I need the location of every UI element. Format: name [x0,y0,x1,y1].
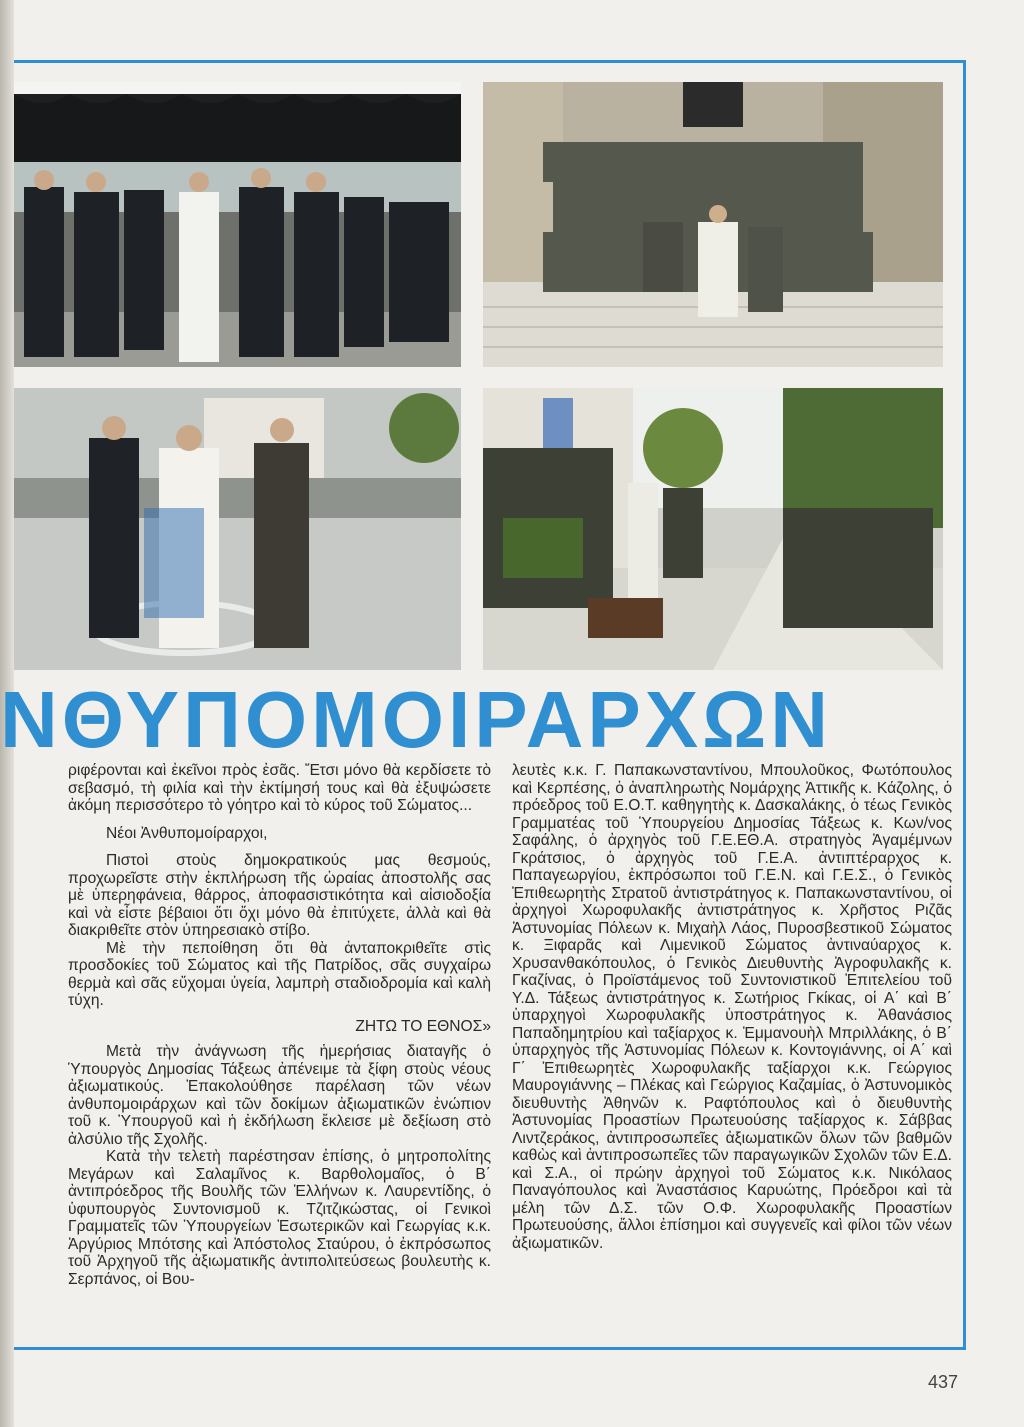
paragraph-closing: ΖΗΤΩ ΤΟ ΕΘΝΟΣ» [355,1017,491,1035]
frame-border-top [14,60,966,63]
photo-sword-presentation [14,388,461,670]
page-number: 437 [928,1372,959,1392]
paragraph: Πιστοὶ στοὺς δημοκρατικούς μας θεσμούς, προχωρεῖστε στὴν ἐκπλήρωση τῆς ὡραίας ἀποστολῆς σας μὲ ὑπερηφάνεια, θάρρος, ἀποφασιστικότητα καὶ αἰσιοδοξία καὶ νὰ εἶστε βέβαιοι ὅτι ὄχι μόνο θὰ ἐπιτύχετε, ἀλλὰ καὶ θὰ διακριθεῖτε στὸν ὑπηρεσιακὸ στίβο. [68,852,491,939]
frame-border-right [963,60,966,1350]
photo-parade [483,388,943,670]
paragraph: ριφέρονται καὶ ἐκεῖνοι πρὸς ἐσᾶς. Ἔτσι μόνο θὰ κερδίσετε τὸ σεβασμό, τὴ φιλία καὶ τὴν ἐκτίμησή τους καὶ θὰ ἐξυψώσετε ἀκόμη περισσότερο τὸ γόητρο καὶ τὸ κύρος τοῦ Σώματος... [68,762,491,814]
paragraph: Κατὰ τὴν τελετὴ παρέστησαν ἐπίσης, ὁ μητροπολίτης Μεγάρων καὶ Σαλαμῖνος κ. Βαρθολομαῖος, ὁ Β΄ ἀντιπρόεδρος τῆς Βουλῆς τῶν Ἑλλήνων κ. Λαυρεντίδης, ὁ ὑφυπουργὸς Συντονισμοῦ κ. Τζιτζικώστας, οἱ Γενικοὶ Γραμματεῖς τῶν Ὑπουργείων Ἐσωτερικῶν καὶ Γεωργίας κ.κ. Ἀργύριος Μπότσης καὶ Ἀπόστολος Σταύρου, ὁ ἐκπρόσωπος τοῦ Ἀρχηγοῦ τῆς ἀξιωματικῆς ἀντιπολιτεύσεως βουλευτὴς κ. Σερπάνος, οἱ Βου- [68,1148,491,1288]
photo-officers-under-awning [14,82,461,367]
photo-group-on-stairs [483,82,943,367]
paragraph: λευτὲς κ.κ. Γ. Παπακωνσταντίνου, Μπουλοῦκος, Φωτόπουλος καὶ Κερπέσης, ὁ ἀναπληρωτὴς Νομάρχης Ἀττικῆς κ. Κάζολης, ὁ πρόεδρος τοῦ Ε.Ο.Τ. καθηγητὴς κ. Δασκαλάκης, ὁ τέως Γενικὸς Γραμματέας τοῦ Ὑπουργείου Δημοσίας Τάξεως κ. Κων/νος Σαφάλης, ὁ ἀρχηγὸς τοῦ Γ.Ε.ΕΘ.Α. στρατηγὸς Ἀγαμέμνων Γκράτσιος, ὁ ἀρχηγὸς τοῦ Γ.Ε.Α. ἀντιπτέραρχος κ. Παπαγεωργίου, ἐκπρόσωποι τοῦ Γ.Ε.Ν. καὶ Γ.Ε.Σ., ὁ Γενικὸς Ἐπιθεωρητὴς Στρατοῦ ἀντιστράτηγος κ. Παπακωνσταντίνου, οἱ ἀρχηγοὶ Χωροφυλακῆς ἀντιστράτηγος κ. Χρῆστος Ριζᾶς Ἀστυνομίας Πόλεων κ. Μιχαὴλ Λάος, Πυροσβεστικοῦ Σώματος κ. Ξιφαρᾶς καὶ Λιμενικοῦ Σώματος ἀντιναύαρχος κ. Χρυσανθακόπουλος, ὁ Γενικὸς Διευθυντὴς Ἀγροφυλακῆς κ. Γκαζίνας, ὁ Προϊστάμενος τοῦ Συντονιστικοῦ Ἐπιτελείου τοῦ Υ.Δ. Τάξεως ἀντιστράτηγος κ. Σωτήριος Γκίκας, οἱ Α΄ καὶ Β΄ ὑπαρχηγοὶ Χωροφυλακῆς ὑποστράτηγος κ. Ἀθανάσιος Παπαδημητρίου καὶ ταξίαρχος κ. Ἐμμανουὴλ Μπριλλάκης, ὁ Β΄ ὑπαρχηγὸς τῆς Ἀστυνομίας Πόλεων κ. Κοντογιάννης, οἱ Α΄ καὶ Γ΄ Ἐπιθεωρητὲς Χωροφυλακῆς ταξίαρχοι κ.κ. Γεώργιος Μαυρογιάννης – Πλέκας καὶ Γεώργιος Καζαμίας, ὁ Ἀστυνομικὸς διευθυντὴς Ἀθηνῶν κ. Ραφτόπουλος καὶ ὁ διευθυντὴς Ἀστυνομίας Προαστίων Πρωτευούσης ταξίαρχος κ. Σάββας Λιντζεράκος, ἀντιπροσωπεῖες ἀξιωματικῶν ὅλων τῶν βαθμῶν καθὼς καὶ ἀντιπροσωπεῖες τῶν παραγωγικῶν Σχολῶν τῶν Ε.Δ. καὶ Σ.Α., οἱ πρώην ἀρχηγοὶ τοῦ Σώματος κ.κ. Νικόλαος Παναγόπουλος καὶ Ἀναστάσιος Καρυώτης, Πρόεδροι καὶ τὰ μέλη τῶν Δ.Σ. τῶν Ο.Φ. Χωροφυλακῆς Προαστίων Πρωτευούσης, ἄλλοι ἐπίσημοι καὶ συγγενεῖς καὶ φίλοι τῶν νέων ἀξιωματικῶν. [512,762,952,1252]
paragraph: Νέοι Ἀνθυπομοίραρχοι, [106,824,268,842]
paragraph: Μετὰ τὴν ἀνάγνωση τῆς ἡμερήσιας διαταγῆς ὁ Ὑπουργὸς Δημοσίας Τάξεως ἀπένειμε τὰ ξίφη στοὺς νέους ἀξιωματικούς. Ἐπακολούθησε παρέλαση τῶν νέων ἀνθυπομοιράρχων καὶ τῶν δοκίμων ἀξιωματικῶν ἐνώπιον τοῦ κ. Ὑπουργοῦ καὶ ἡ ἐκδήλωση ἔκλεισε μὲ δεξίωση στὸ ἀλσύλιο τῆς Σχολῆς. [68,1043,491,1148]
paragraph: Μὲ τὴν πεποίθηση ὅτι θὰ ἀνταποκριθεῖτε στὶς προσδοκίες τοῦ Σώματος καὶ τῆς Πατρίδος, σᾶς συγχαίρω θερμὰ καὶ σᾶς εὔχομαι ὑγεία, λαμπρὴ σταδιοδρομία καὶ καλὴ τύχη. [68,939,491,1009]
article-column-left [68,762,491,1288]
article-column-right [512,762,952,1252]
headline: ΝΘΥΠΟΜΟΙΡΑΡΧΩΝ [0,675,833,764]
frame-border-bottom [14,1347,966,1350]
